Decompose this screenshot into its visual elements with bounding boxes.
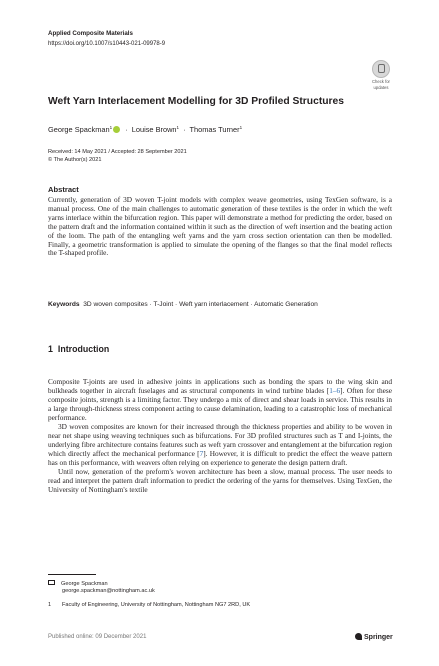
author-list xyxy=(48,123,242,135)
author-name[interactable]: Louise Brown xyxy=(131,125,177,134)
paragraph-text: ]. However, it is difficult to predict the effect the weave pattern has on this performance, with weavers often relying on experience to generate the design pattern draft. xyxy=(48,449,392,468)
affiliation-text: Faculty of Engineering, University of Nottingham, Nottingham NG7 2RD, UK xyxy=(62,602,251,608)
section-title: Introduction xyxy=(57,344,110,354)
corresponding-author-note xyxy=(48,580,155,595)
author-affil-mark: 1 xyxy=(239,125,243,130)
doi-link[interactable]: https://doi.org/10.1007/s10443-021-09978-9 xyxy=(48,41,166,47)
paragraph-text: 3D woven composites are known for their increased through the thickness properties and ability to be woven in near net shape using weaving techniques such as bifurcations. For 3D profiled structures such as T and I-joints, the underlying fibre architecture contains features such as weft yarn crossover and entanglement at the bifurcation region which directly affect the mechanical performance [ xyxy=(48,422,392,459)
author-affil-mark: 1 xyxy=(109,125,113,130)
section-heading xyxy=(48,344,109,354)
author-name[interactable]: George Spackman xyxy=(48,125,110,134)
springer-horse-icon xyxy=(355,633,362,640)
abstract-text: Currently, generation of 3D woven T-joint models with complex weave geometries, using TexGen software, is a manual process. One of the main challenges to automatic generation of these textiles is the order in which the weft yarns interlace within the bifurcation region. This paper will demonstrate a method for predicting the order, based on the pattern draft and the information contained within it such as the direction of weft insertion and the beating action of the loom. The path of the entangling weft yarns and the yarn cross section orientation can then be modelled. Finally, a geometric transformation is applied to simulate the opening of the flanges so that the final model reflects the T-shaped profile. xyxy=(48,195,392,258)
check-for-updates-badge[interactable] xyxy=(368,60,394,90)
keywords-list: 3D woven composites · T-Joint · Weft yarn interlacement · Automatic Generation xyxy=(83,301,318,308)
keywords xyxy=(48,300,392,310)
body-text xyxy=(48,377,392,494)
author-name[interactable]: Thomas Turner xyxy=(189,125,240,134)
paper-title: Weft Yarn Interlacement Modelling for 3D Profiled Structures xyxy=(48,96,345,107)
contact-name: George Spackman xyxy=(61,581,108,587)
author-separator: · xyxy=(125,125,128,134)
publisher-name: Springer xyxy=(364,634,393,641)
paragraph-text: ]. Often for these composite joints, strength is a limiting factor. They undergo a mix of direct and shear loads in service. This results in a large through-thickness stress component acting to cause delamination, leading to a catastrophic loss of mechanical performance. xyxy=(48,386,392,423)
author-affil-mark: 1 xyxy=(176,125,180,130)
paragraph-text: Composite T-joints are used in adhesive joints in applications such as bonding the spars to the wing skin and bulkheads together in aircraft fuselages and as structural components in wind turbine blades [ xyxy=(48,377,392,396)
abstract-heading: Abstract xyxy=(48,185,79,194)
badge-line-1: Check for xyxy=(372,79,390,84)
publisher-logo xyxy=(355,633,393,642)
envelope-icon xyxy=(48,580,55,585)
footnote-divider xyxy=(48,574,96,575)
journal-name: Applied Composite Materials xyxy=(48,30,133,37)
badge-line-2: updates xyxy=(373,85,389,90)
paragraph xyxy=(48,422,392,467)
paragraph: Until now, generation of the preform's woven architecture has been a slow, manual process. The user needs to read and interpret the pattern draft information to predict the ordering of the yarns for themselves. Using TexGen, the University of Nottingham's textile xyxy=(48,467,392,495)
citation-link[interactable]: 1–6 xyxy=(329,386,341,396)
orcid-icon[interactable] xyxy=(113,126,120,133)
published-online-date: Published online: 09 December 2021 xyxy=(48,634,147,640)
affiliation-note xyxy=(48,602,250,609)
paragraph xyxy=(48,377,392,422)
contact-email[interactable]: george.spackman@nottingham.ac.uk xyxy=(62,588,155,594)
keywords-label: Keywords xyxy=(48,301,80,308)
citation-link[interactable]: 7 xyxy=(199,449,204,459)
copyright-notice: © The Author(s) 2021 xyxy=(48,157,102,163)
check-for-updates-icon xyxy=(372,60,390,78)
section-number: 1 xyxy=(48,344,53,354)
affiliation-mark: 1 xyxy=(48,602,52,608)
author-separator: · xyxy=(183,125,186,134)
received-accepted-dates: Received: 14 May 2021 / Accepted: 28 September 2021 xyxy=(48,149,187,155)
